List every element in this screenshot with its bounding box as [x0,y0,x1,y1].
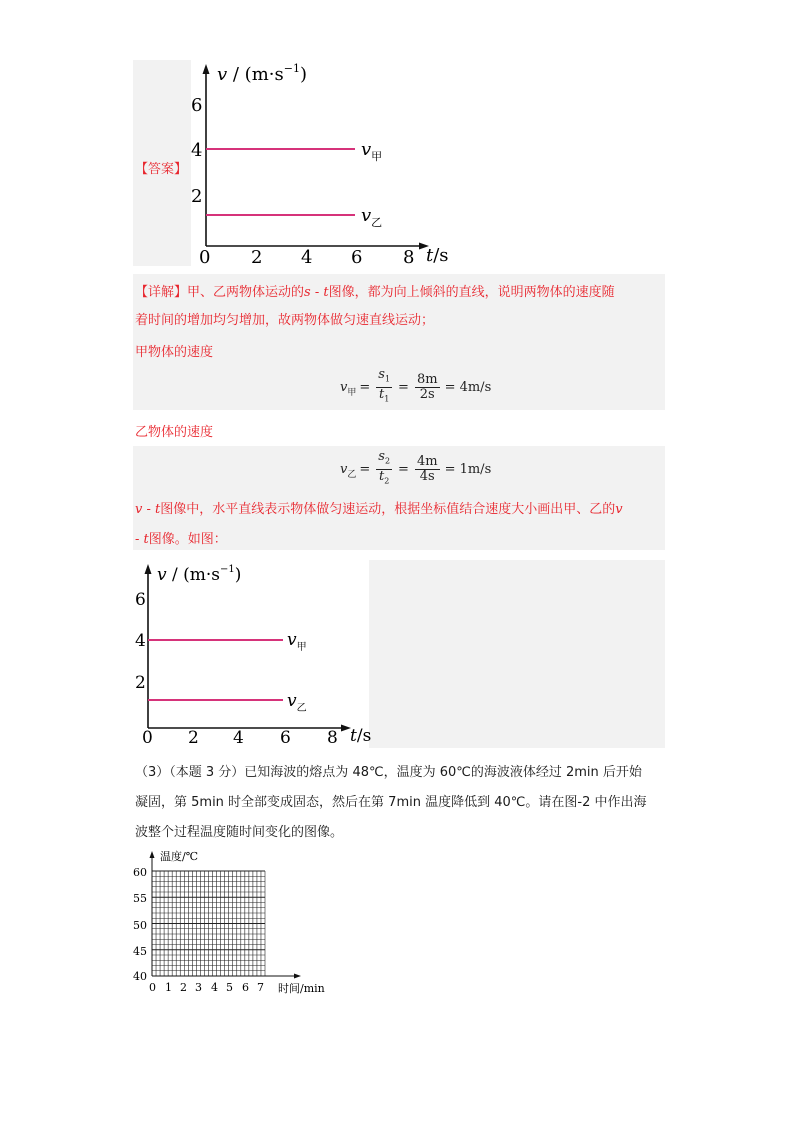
chart1-label-v-jia: $v_甲$ [361,139,383,163]
chart2-y-label: $v / (m\cdot s^{-1})$ [157,564,242,585]
chart2-x-tick-4: 4 [233,728,244,748]
chart2-x-tick-6: 6 [280,728,291,748]
vt-explain-line-1: v - t图像中，水平直线表示物体做匀速运动，根据坐标值结合速度大小画出甲、乙的v [135,502,623,517]
grid-y-label: 温度/℃ [160,850,199,863]
chart2-y-arrow [145,564,152,574]
chart1-y-tick-4: 4 [191,140,203,161]
chart2-y-tick-2: 2 [135,673,146,693]
explain-label: 【详解】 [135,285,188,300]
question-line-3: 波整个过程温度随时间变化的图像。 [135,825,344,840]
grid-y-tick-40: 40 [133,970,147,983]
question-line-2: 凝固，第 5min 时全部变成固态，然后在第 7min 温度降低到 40℃。请在图-2 中作出海 [135,795,647,810]
grid-y-arrow [150,851,155,858]
jia-speed-label: 甲物体的速度 [135,345,214,360]
grid-x-label: 时间/min [278,982,325,995]
chart1-x-tick-8: 8 [403,247,415,268]
velocity-chart-2 [133,560,372,748]
chart2-y-tick-4: 4 [135,631,146,651]
grid-lines [152,871,265,976]
grid-x-tick-2: 2 [180,981,187,994]
explain-line-2: 着时间的增加均匀增加，故两物体做匀速直线运动； [135,313,435,328]
chart1-x-tick-4: 4 [301,247,313,268]
grid-x-tick-7: 7 [257,981,264,994]
grid-x-tick-3: 3 [195,981,202,994]
chart2-x-tick-2: 2 [188,728,199,748]
grid-y-tick-50: 50 [133,919,147,932]
chart2-label-v-yi: $v_乙$ [287,691,307,714]
chart2-x-tick-0: 0 [142,728,153,748]
formula-v-jia: v 甲 = $\frac{s_1}{t_1}$ = $\frac{8m}{2s}$ = 4m/s [340,367,492,404]
chart2-label-v-jia: $v_甲$ [287,630,307,653]
question-line-1: （3）（本题 3 分）已知海波的熔点为 48℃，温度为 60℃的海波液体经过 2min 后开始 [135,765,642,780]
chart2-y-tick-6: 6 [135,590,146,610]
grid-x-arrow [294,974,301,979]
chart1-x-tick-0: 0 [199,247,211,268]
yi-speed-label: 乙物体的速度 [135,425,214,440]
vt-explain-line-2: - t图像。如图： [135,532,227,547]
formula-v-yi: v 乙 = $\frac{s_2}{t_2}$ = $\frac{4m}{4s}$ = 1m/s [340,449,492,486]
velocity-chart-1 [185,60,455,266]
chart2-x-label: t/s [350,726,372,746]
grid-x-tick-0: 0 [149,981,156,994]
chart1-x-label: t/s [426,245,449,266]
grid-x-tick-5: 5 [226,981,233,994]
answer-label: 【答案】 [135,162,188,177]
temperature-grid-chart [130,845,340,995]
chart1-y-tick-2: 2 [191,186,203,207]
chart1-x-tick-6: 6 [351,247,363,268]
grid-x-tick-1: 1 [165,981,172,994]
chart1-y-label: $v / (m\cdot s^{-1})$ [217,62,307,85]
chart1-y-tick-6: 6 [191,95,203,116]
grid-y-tick-60: 60 [133,866,147,879]
chart2-x-tick-8: 8 [327,728,338,748]
grid-y-tick-45: 45 [133,945,147,958]
grid-x-tick-4: 4 [211,981,218,994]
grid-x-tick-6: 6 [242,981,249,994]
chart1-label-v-yi: $v_乙$ [361,205,383,229]
chart1-y-arrow [203,64,210,74]
explain-line-1: 【详解】甲、乙两物体运动的s - t图像，都为向上倾斜的直线，说明两物体的速度随 [135,285,615,300]
chart1-x-tick-2: 2 [251,247,263,268]
grid-y-tick-55: 55 [133,892,147,905]
